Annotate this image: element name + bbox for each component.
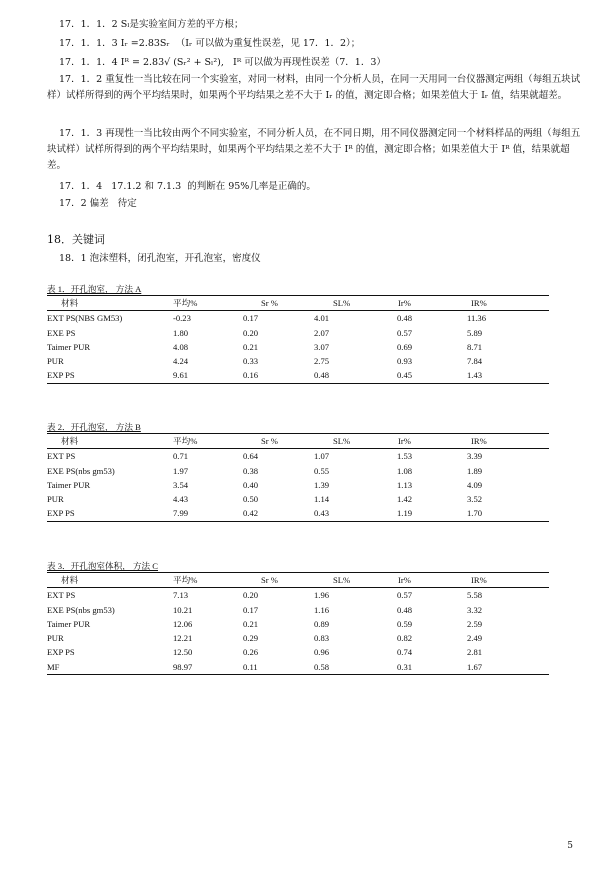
cell-material: EXE PS <box>47 327 76 338</box>
cell-sl: 0.48 <box>314 370 330 381</box>
cell-ir-upper: 2.49 <box>467 633 483 644</box>
table-row <box>47 588 549 602</box>
cell-material: EXP PS <box>47 370 75 381</box>
cell-material: EXT PS <box>47 451 76 462</box>
cell-mean: 1.80 <box>173 327 189 338</box>
cell-sr: 0.20 <box>243 327 259 338</box>
para-17-2: 17．2 偏差 待定 <box>59 198 137 209</box>
table-caption: 表 2．开孔泡室， 方法 B <box>47 421 549 434</box>
cell-mean: 9.61 <box>173 370 189 381</box>
cell-material: PUR <box>47 356 64 367</box>
table-row <box>47 464 549 478</box>
cell-material: EXT PS(NBS GM53) <box>47 313 123 324</box>
col-header-ir-upper: IR% <box>471 436 487 446</box>
cell-sr: 0.64 <box>243 451 259 462</box>
cell-sl: 1.16 <box>314 604 330 615</box>
cell-material: EXT PS <box>47 590 76 601</box>
cell-ir: 1.19 <box>397 508 413 519</box>
cell-ir: 0.48 <box>397 313 413 324</box>
table-row <box>47 478 549 492</box>
cell-ir-upper: 1.43 <box>467 370 483 381</box>
cell-sr: 0.16 <box>243 370 259 381</box>
col-header-sl: SL% <box>333 436 351 446</box>
cell-sr: 0.21 <box>243 618 259 629</box>
table-row <box>47 368 549 383</box>
cell-mean: 12.06 <box>173 618 193 629</box>
cell-ir: 0.57 <box>397 327 413 338</box>
cell-material: Taimer PUR <box>47 479 91 490</box>
section-heading-18: 18．关键词 <box>47 233 105 246</box>
cell-sl: 0.96 <box>314 647 330 658</box>
cell-sr: 0.17 <box>243 604 259 615</box>
table-header-row <box>47 573 549 588</box>
cell-sl: 2.75 <box>314 356 330 367</box>
col-header-mean: 平均% <box>173 575 198 585</box>
para-17-1-1-3: 17．1．1．3 Iᵣ =2.83Sᵣ （Iᵣ 可以做为重复性误差，见 17．1．2）； <box>59 38 361 49</box>
cell-sl: 0.43 <box>314 508 330 519</box>
cell-ir: 0.59 <box>397 618 413 629</box>
col-header-material: 材料 <box>61 298 79 308</box>
table-row <box>47 340 549 354</box>
cell-ir-upper: 3.52 <box>467 494 483 505</box>
cell-sl: 4.01 <box>314 313 330 324</box>
col-header-sl: SL% <box>333 575 351 585</box>
col-header-mean: 平均% <box>173 298 198 308</box>
cell-sl: 0.55 <box>314 465 330 476</box>
col-header-ir-upper: IR% <box>471 298 487 308</box>
cell-ir: 0.45 <box>397 370 413 381</box>
cell-ir-upper: 1.67 <box>467 661 483 672</box>
page-number: 5 <box>567 841 573 851</box>
col-header-ir: Ir% <box>398 298 411 308</box>
cell-ir-upper: 11.36 <box>467 313 487 324</box>
cell-ir: 0.69 <box>397 341 413 352</box>
table-row <box>47 449 549 463</box>
cell-sl: 1.96 <box>314 590 330 601</box>
cell-material: EXE PS(nbs gm53) <box>47 465 115 476</box>
table-header-row <box>47 434 549 449</box>
cell-sl: 0.83 <box>314 633 330 644</box>
cell-ir: 1.08 <box>397 465 413 476</box>
cell-mean: 0.71 <box>173 451 189 462</box>
cell-ir: 0.82 <box>397 633 413 644</box>
cell-sr: 0.17 <box>243 313 259 324</box>
cell-sr: 0.26 <box>243 647 259 658</box>
table-row <box>47 492 549 506</box>
table-3 <box>47 560 549 675</box>
col-header-mean: 平均% <box>173 436 198 446</box>
cell-sr: 0.40 <box>243 479 259 490</box>
cell-sl: 3.07 <box>314 341 330 352</box>
cell-sl: 0.89 <box>314 618 330 629</box>
cell-ir-upper: 3.32 <box>467 604 483 615</box>
table-caption: 表 1．开孔泡室， 方法 A <box>47 283 549 296</box>
cell-material: MF <box>47 661 60 672</box>
table-2 <box>47 421 549 522</box>
col-header-sl: SL% <box>333 298 351 308</box>
table-row <box>47 645 549 659</box>
table-row <box>47 617 549 631</box>
cell-ir-upper: 4.09 <box>467 479 483 490</box>
cell-mean: 12.21 <box>173 633 193 644</box>
cell-sr: 0.29 <box>243 633 259 644</box>
table-1 <box>47 283 549 384</box>
col-header-material: 材料 <box>61 436 79 446</box>
cell-ir-upper: 1.89 <box>467 465 483 476</box>
cell-ir-upper: 5.58 <box>467 590 483 601</box>
cell-ir: 0.93 <box>397 356 413 367</box>
cell-sr: 0.50 <box>243 494 259 505</box>
col-header-sr: Sr % <box>261 298 278 308</box>
col-header-material: 材料 <box>61 575 79 585</box>
col-header-ir: Ir% <box>398 575 411 585</box>
para-17-1-3: 17．1．3 再现性一当比较由两个不同实验室，不同分析人员，在不同日期，用不同仪器测定同一个材料样品的两组（每组五块试样）试样所得到的两个平均结果时，如果两个平均结果之差不大于 Iᴿ 的值，测定即合格；如果差值大于 Iᴿ 值，结果就超差。 <box>47 128 581 171</box>
cell-sl: 0.58 <box>314 661 330 672</box>
cell-mean: 98.97 <box>173 661 193 672</box>
table-caption: 表 3．开孔泡室体积， 方法 C <box>47 560 549 573</box>
cell-ir-upper: 7.84 <box>467 356 483 367</box>
table-row <box>47 660 549 675</box>
cell-ir: 1.13 <box>397 479 413 490</box>
para-17-1-4: 17．1．4 17.1.2 和 7.1.3 的判断在 95%几率是正确的。 <box>59 181 316 192</box>
cell-material: PUR <box>47 494 64 505</box>
cell-ir-upper: 1.70 <box>467 508 483 519</box>
cell-material: EXP PS <box>47 647 75 658</box>
cell-sl: 2.07 <box>314 327 330 338</box>
col-header-sr: Sr % <box>261 575 278 585</box>
table-row <box>47 631 549 645</box>
col-header-ir: Ir% <box>398 436 411 446</box>
cell-mean: 7.13 <box>173 590 189 601</box>
cell-sr: 0.11 <box>243 661 258 672</box>
cell-material: EXE PS(nbs gm53) <box>47 604 115 615</box>
col-header-ir-upper: IR% <box>471 575 487 585</box>
cell-mean: 1.97 <box>173 465 189 476</box>
cell-sl: 1.39 <box>314 479 330 490</box>
cell-ir: 0.31 <box>397 661 413 672</box>
cell-ir: 1.53 <box>397 451 413 462</box>
cell-sr: 0.33 <box>243 356 259 367</box>
cell-material: PUR <box>47 633 64 644</box>
cell-ir-upper: 2.59 <box>467 618 483 629</box>
cell-mean: 3.54 <box>173 479 189 490</box>
para-17-1-1-2: 17．1．1．2 Sₗ是实验室间方差的平方根； <box>59 19 244 30</box>
keywords-line: 18．1 泡沫塑料，闭孔泡室，开孔泡室，密度仪 <box>59 253 261 264</box>
table-row <box>47 326 549 340</box>
cell-ir-upper: 5.89 <box>467 327 483 338</box>
table-header-row <box>47 296 549 311</box>
cell-mean: 12.50 <box>173 647 193 658</box>
para-17-1-1-4: 17．1．1．4 Iᴿ = 2.83√ (Sᵣ² + Sₗ²), Iᴿ 可以做为再现性误差（7．1．3） <box>59 57 386 68</box>
cell-ir: 0.57 <box>397 590 413 601</box>
cell-sl: 1.07 <box>314 451 330 462</box>
cell-ir: 0.48 <box>397 604 413 615</box>
para-17-1-2: 17．1．2 重复性一当比较在同一个实验室，对同一材料，由同一个分析人员，在同一天用同一台仪器测定两组（每组五块试样）试样所得到的两个平均结果时，如果两个平均结果之差不大于 Iᵣ 的值，测定即合格；如果差值大于 Iᵣ 值，结果就超差。 <box>47 74 581 101</box>
cell-ir-upper: 8.71 <box>467 341 483 352</box>
cell-mean: 4.08 <box>173 341 189 352</box>
cell-mean: -0.23 <box>173 313 191 324</box>
cell-ir-upper: 2.81 <box>467 647 483 658</box>
cell-sr: 0.20 <box>243 590 259 601</box>
cell-mean: 7.99 <box>173 508 189 519</box>
cell-sr: 0.38 <box>243 465 259 476</box>
cell-sr: 0.21 <box>243 341 259 352</box>
table-row <box>47 603 549 617</box>
cell-mean: 4.43 <box>173 494 189 505</box>
cell-ir-upper: 3.39 <box>467 451 483 462</box>
cell-material: Taimer PUR <box>47 341 91 352</box>
table-row <box>47 354 549 368</box>
cell-material: EXP PS <box>47 508 75 519</box>
table-row <box>47 506 549 521</box>
cell-material: Taimer PUR <box>47 618 91 629</box>
cell-mean: 4.24 <box>173 356 189 367</box>
cell-mean: 10.21 <box>173 604 193 615</box>
cell-sl: 1.14 <box>314 494 330 505</box>
table-row <box>47 311 549 325</box>
cell-ir: 0.74 <box>397 647 413 658</box>
cell-ir: 1.42 <box>397 494 413 505</box>
cell-sr: 0.42 <box>243 508 259 519</box>
col-header-sr: Sr % <box>261 436 278 446</box>
